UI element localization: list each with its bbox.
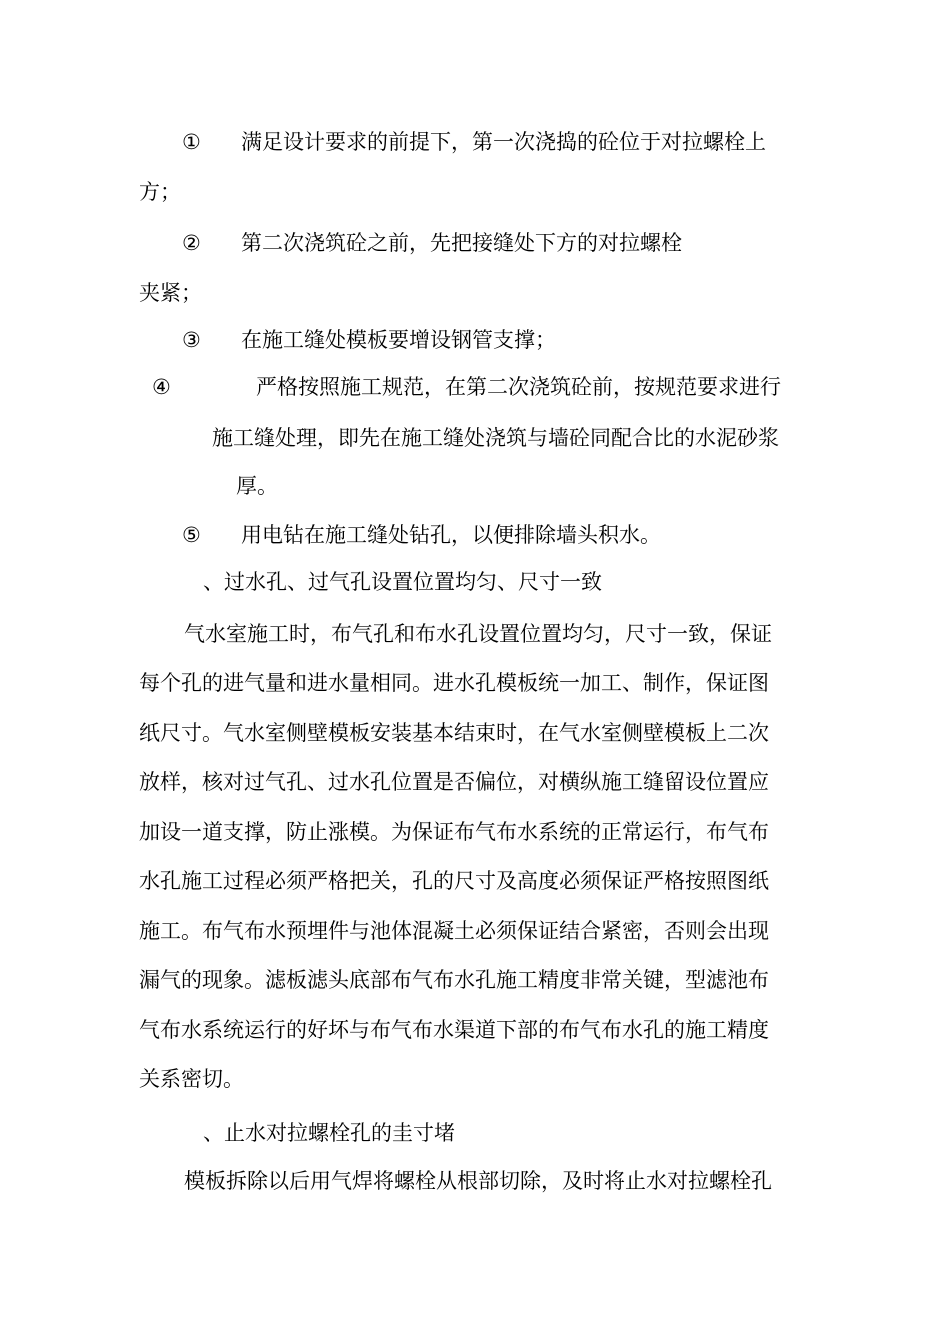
paragraph-line: 气水室施工时，布气孔和布水孔设置位置均匀，尺寸一致，保证: [184, 622, 772, 646]
list-item-continuation: 方；: [139, 180, 181, 204]
paragraph-line: 关系密切。: [139, 1067, 244, 1091]
paragraph-line: 放样，核对过气孔、过水孔位置是否偏位，对横纵施工缝留设位置应: [139, 770, 769, 794]
list-item-text: 严格按照施工规范，在第二次浇筑砼前，按规范要求进行: [256, 375, 781, 399]
paragraph-line: 加设一道支撑，防止涨模。为保证布气布水系统的正常运行，布气布: [139, 820, 769, 844]
section-heading: 、过水孔、过气孔设置位置均匀、尺寸一致: [203, 570, 602, 594]
paragraph-line: 模板拆除以后用气焊将螺栓从根部切除，及时将止水对拉螺栓孔: [184, 1169, 772, 1193]
paragraph-line: 气布水系统运行的好坏与布气布水渠道下部的布气布水孔的施工精度: [139, 1018, 769, 1042]
list-marker: ③: [182, 328, 201, 352]
paragraph-line: 纸尺寸。气水室侧壁模板安装基本结束时，在气水室侧壁模板上二次: [139, 721, 769, 745]
paragraph-line: 每个孔的进气量和进水量相同。进水孔模板统一加工、制作，保证图: [139, 671, 769, 695]
list-item-text: 第二次浇筑砼之前，先把接缝处下方的对拉螺栓: [241, 231, 682, 255]
list-marker: ⑤: [182, 523, 201, 547]
list-marker: ②: [182, 231, 201, 255]
list-item-text: 满足设计要求的前提下，第一次浇捣的砼位于对拉螺栓上: [241, 130, 766, 154]
list-item-text: 在施工缝处模板要增设钢管支撑；: [241, 328, 556, 352]
paragraph-line: 施工。布气布水预埋件与池体混凝土必须保证结合紧密，否则会出现: [139, 919, 769, 943]
section-heading: 、止水对拉螺栓孔的圭寸堵: [203, 1121, 455, 1145]
paragraph-line: 漏气的现象。滤板滤头底部布气布水孔施工精度非常关键，型滤池布: [139, 968, 769, 992]
list-marker: ④: [152, 375, 171, 399]
list-marker: ①: [182, 130, 201, 154]
list-item-text: 用电钻在施工缝处钻孔，以便排除墙头积水。: [241, 523, 661, 547]
list-item-continuation: 夹紧；: [139, 281, 202, 305]
list-item-continuation: 施工缝处理，即先在施工缝处浇筑与墙砼同配合比的水泥砂浆: [212, 426, 779, 450]
list-item-continuation: 厚。: [236, 474, 278, 498]
paragraph-line: 水孔施工过程必须严格把关，孔的尺寸及高度必须保证严格按照图纸: [139, 869, 769, 893]
